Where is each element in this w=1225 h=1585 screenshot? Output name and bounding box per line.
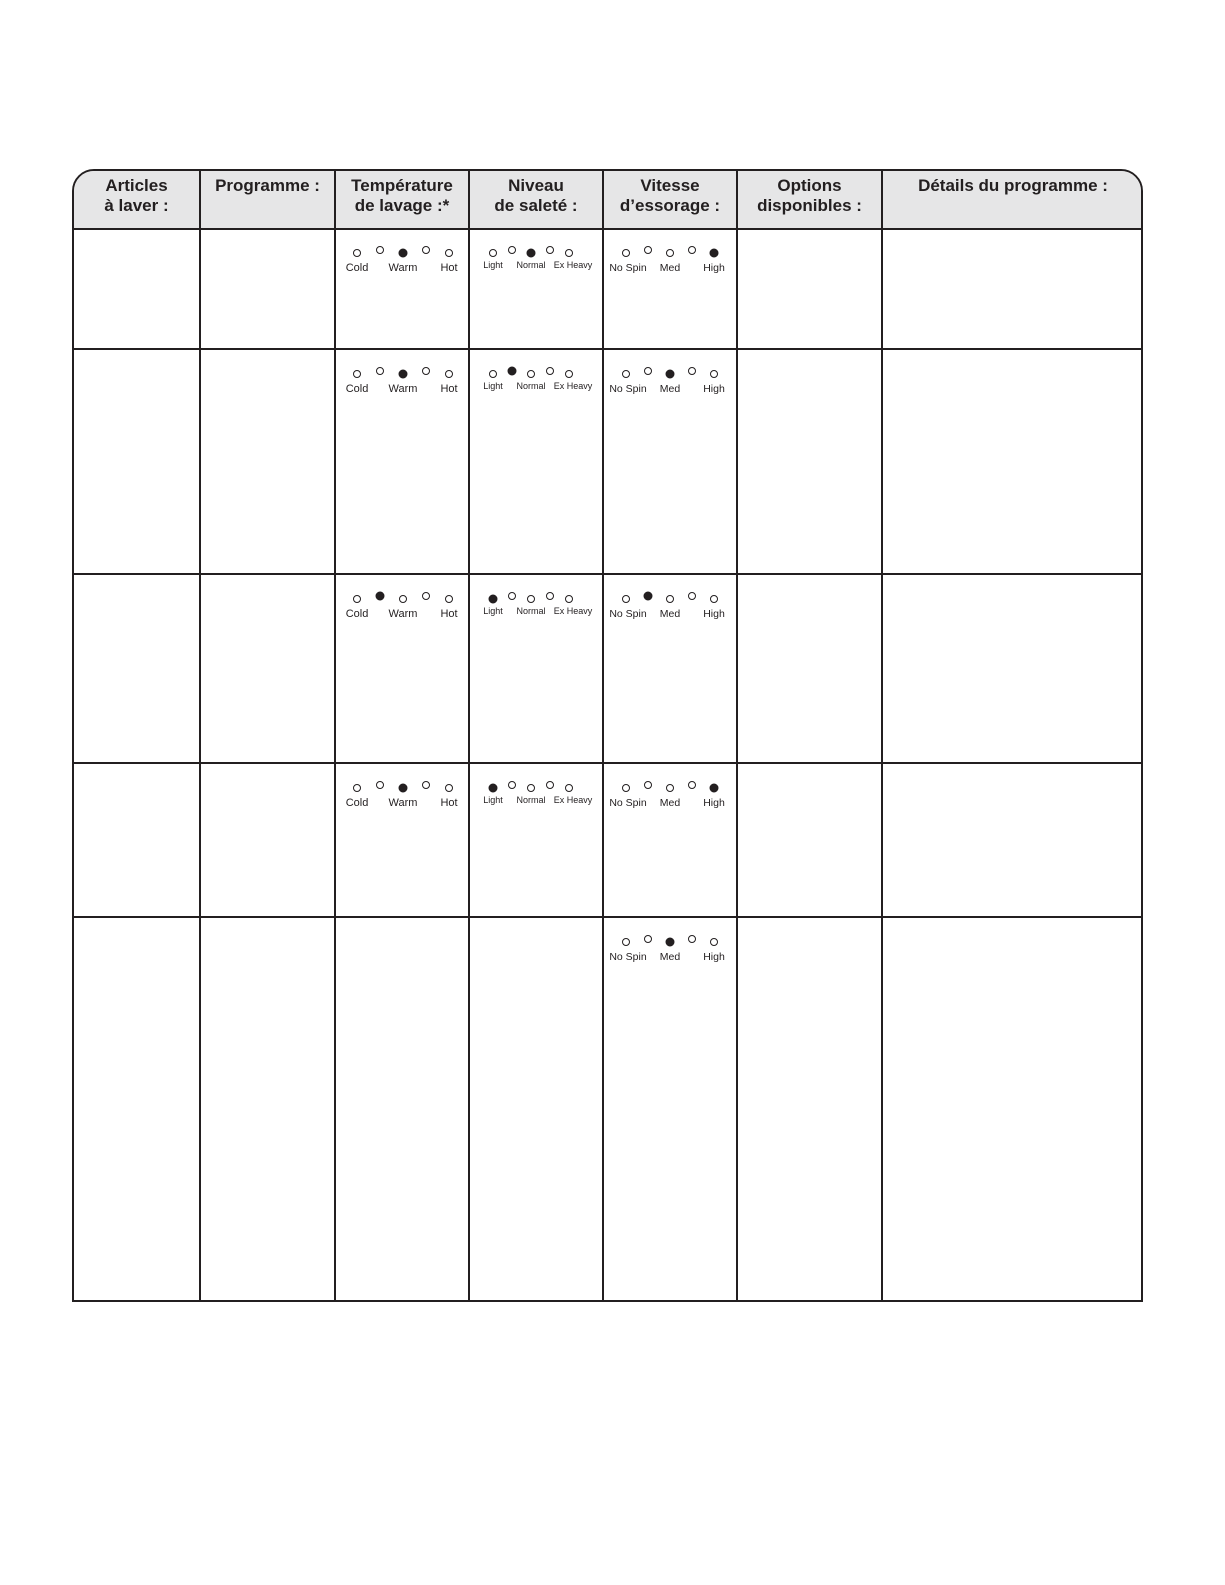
spin-scale — [609, 587, 735, 620]
spin-indicator — [644, 935, 652, 943]
temperature-indicator — [422, 246, 430, 254]
column-divider — [736, 171, 738, 1300]
temperature-indicator — [353, 595, 361, 603]
spin-scale-label: Med — [659, 608, 681, 620]
spin-indicator — [710, 595, 718, 603]
temperature-indicator — [422, 592, 430, 600]
temperature-indicator-selected — [399, 784, 408, 793]
temperature-scale-label: Hot — [440, 383, 458, 395]
spin-indicator-selected — [666, 370, 675, 379]
header-cycle: Programme : — [215, 176, 320, 195]
soil-scale-label: Ex Heavy — [553, 795, 593, 805]
spin-indicator — [710, 370, 718, 378]
temperature-scale-label: Cold — [345, 262, 369, 274]
soil-indicator — [546, 246, 554, 254]
temperature-indicator — [376, 781, 384, 789]
spin-indicator-selected — [710, 784, 719, 793]
spin-indicator — [622, 595, 630, 603]
temperature-scale-label: Warm — [388, 262, 418, 274]
soil-indicator — [489, 249, 497, 257]
temperature-indicator — [399, 595, 407, 603]
temperature-scale-label: Warm — [388, 797, 418, 809]
header-soil-level: Niveau de saleté : — [494, 176, 578, 215]
temperature-scale — [342, 241, 467, 274]
temperature-scale-label: Cold — [345, 608, 369, 620]
spin-scale-label: High — [703, 951, 725, 963]
soil-scale-label: Ex Heavy — [553, 381, 593, 391]
header-available-options: Options disponibles : — [757, 176, 862, 215]
soil-indicator — [565, 784, 573, 792]
spin-scale-label: Med — [659, 951, 681, 963]
spin-scale-label: No Spin — [609, 383, 647, 395]
column-divider — [468, 171, 470, 1300]
temperature-scale-label: Cold — [345, 797, 369, 809]
soil-scale-label: Light — [483, 795, 503, 805]
row-divider — [74, 573, 1141, 575]
column-divider — [881, 171, 883, 1300]
temperature-scale-label: Hot — [440, 797, 458, 809]
temperature-indicator-selected — [399, 249, 408, 258]
spin-indicator — [666, 249, 674, 257]
soil-indicator — [546, 592, 554, 600]
spin-indicator-selected — [666, 938, 675, 947]
spin-scale — [609, 930, 735, 963]
spin-indicator — [622, 370, 630, 378]
soil-scale-label: Ex Heavy — [553, 260, 593, 270]
soil-scale-label: Normal — [516, 381, 546, 391]
soil-indicator-selected — [489, 784, 498, 793]
header-wash-temperature: Température de lavage :* — [351, 176, 453, 215]
soil-indicator — [565, 249, 573, 257]
soil-indicator — [489, 370, 497, 378]
soil-scale-label: Ex Heavy — [553, 606, 593, 616]
soil-scale-label: Normal — [516, 260, 546, 270]
soil-scale-label: Light — [483, 606, 503, 616]
spin-scale-label: High — [703, 383, 725, 395]
spin-indicator — [688, 246, 696, 254]
soil-indicator — [565, 370, 573, 378]
row-divider — [74, 348, 1141, 350]
column-divider — [602, 171, 604, 1300]
soil-indicator — [565, 595, 573, 603]
temperature-scale — [342, 776, 467, 809]
spin-scale — [609, 241, 735, 274]
soil-scale-label: Light — [483, 381, 503, 391]
temperature-indicator — [445, 249, 453, 257]
spin-indicator — [644, 781, 652, 789]
soil-indicator — [546, 367, 554, 375]
soil-scale-label: Light — [483, 260, 503, 270]
spin-indicator — [666, 595, 674, 603]
cycle-guide-table — [72, 169, 1143, 1302]
temperature-scale-label: Hot — [440, 608, 458, 620]
temperature-indicator-selected — [376, 592, 385, 601]
spin-scale-label: No Spin — [609, 262, 647, 274]
header-items-to-wash: Articles à laver : — [104, 176, 169, 215]
column-divider — [334, 171, 336, 1300]
spin-indicator-selected — [644, 592, 653, 601]
temperature-indicator — [445, 784, 453, 792]
spin-indicator — [666, 784, 674, 792]
soil-scale — [478, 362, 603, 392]
spin-scale-label: Med — [659, 262, 681, 274]
spin-scale — [609, 362, 735, 395]
temperature-indicator — [422, 781, 430, 789]
temperature-scale-label: Warm — [388, 608, 418, 620]
spin-indicator — [688, 367, 696, 375]
soil-indicator-selected — [489, 595, 498, 604]
temperature-indicator — [353, 784, 361, 792]
spin-scale-label: High — [703, 608, 725, 620]
soil-scale — [478, 587, 603, 617]
spin-scale — [609, 776, 735, 809]
soil-indicator — [546, 781, 554, 789]
temperature-scale-label: Hot — [440, 262, 458, 274]
spin-indicator-selected — [710, 249, 719, 258]
spin-indicator — [622, 249, 630, 257]
spin-indicator — [688, 592, 696, 600]
soil-indicator-selected — [527, 249, 536, 258]
temperature-indicator — [445, 595, 453, 603]
spin-scale-label: High — [703, 797, 725, 809]
header-spin-speed: Vitesse d’essorage : — [619, 176, 721, 215]
spin-indicator — [710, 938, 718, 946]
temperature-indicator-selected — [399, 370, 408, 379]
spin-scale-label: Med — [659, 797, 681, 809]
soil-scale-label: Normal — [516, 795, 546, 805]
temperature-indicator — [445, 370, 453, 378]
spin-indicator — [622, 784, 630, 792]
spin-indicator — [644, 367, 652, 375]
spin-indicator — [644, 246, 652, 254]
temperature-scale — [342, 587, 467, 620]
temperature-scale-label: Cold — [345, 383, 369, 395]
soil-scale — [478, 776, 603, 806]
spin-scale-label: No Spin — [609, 608, 647, 620]
soil-indicator — [527, 595, 535, 603]
temperature-scale — [342, 362, 467, 395]
temperature-scale-label: Warm — [388, 383, 418, 395]
spin-indicator — [622, 938, 630, 946]
spin-scale-label: High — [703, 262, 725, 274]
soil-indicator-selected — [508, 367, 517, 376]
soil-indicator — [508, 592, 516, 600]
temperature-indicator — [376, 246, 384, 254]
soil-indicator — [527, 370, 535, 378]
row-divider — [74, 916, 1141, 918]
soil-scale-label: Normal — [516, 606, 546, 616]
spin-indicator — [688, 781, 696, 789]
spin-scale-label: No Spin — [609, 951, 647, 963]
soil-indicator — [527, 784, 535, 792]
temperature-indicator — [422, 367, 430, 375]
temperature-indicator — [353, 370, 361, 378]
temperature-indicator — [376, 367, 384, 375]
soil-indicator — [508, 781, 516, 789]
soil-indicator — [508, 246, 516, 254]
spin-scale-label: Med — [659, 383, 681, 395]
temperature-indicator — [353, 249, 361, 257]
soil-scale — [478, 241, 603, 271]
spin-indicator — [688, 935, 696, 943]
row-divider — [74, 762, 1141, 764]
spin-scale-label: No Spin — [609, 797, 647, 809]
header-cycle-details: Détails du programme : — [918, 176, 1108, 195]
column-divider — [199, 171, 201, 1300]
